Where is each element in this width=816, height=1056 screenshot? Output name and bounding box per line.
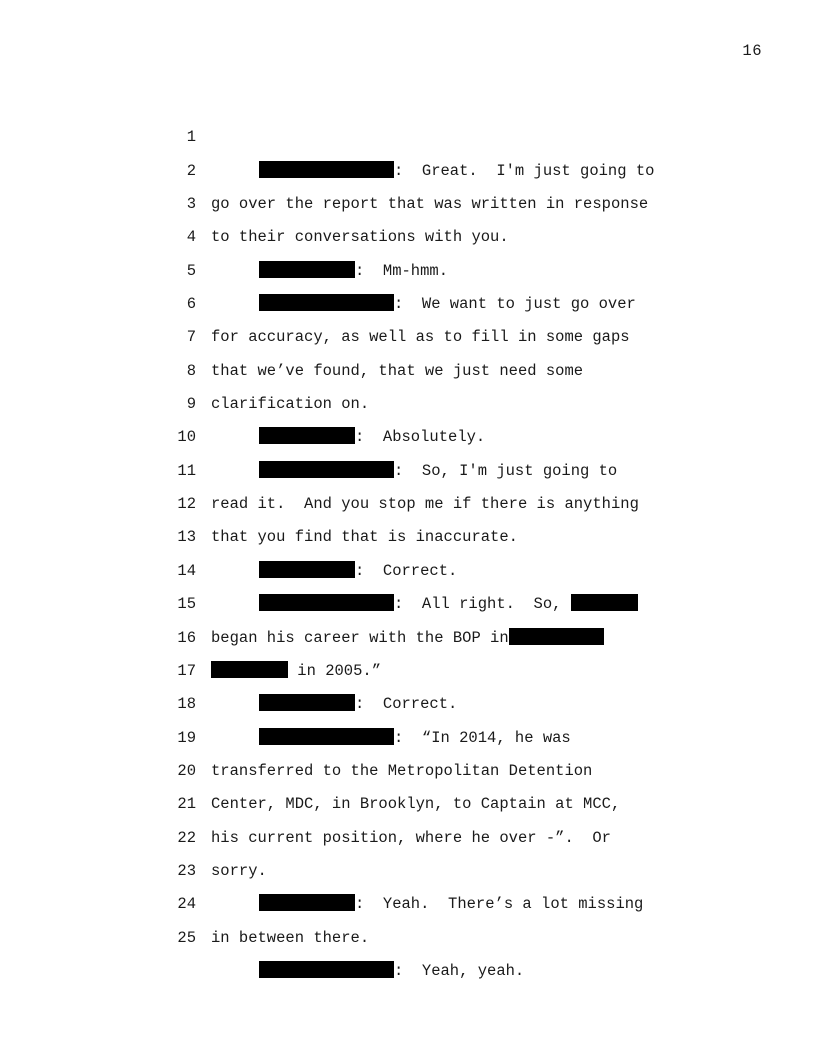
redacted-speaker [259, 961, 394, 978]
line-text: : Mm-hmm. [259, 255, 448, 288]
line-number: 4 [186, 228, 196, 247]
line-text: : We want to just go over [259, 288, 636, 321]
line-text: : Yeah, yeah. [259, 955, 524, 988]
line-text: : All right. So, [259, 588, 638, 621]
line-number: 24 [177, 895, 196, 914]
line-number: 19 [177, 728, 196, 747]
line-number: 18 [177, 695, 196, 714]
line-text: Center, MDC, in Brooklyn, to Captain at MCC, [211, 795, 621, 814]
line-number: 25 [177, 928, 196, 947]
line-text: that we’ve found, that we just need some [211, 361, 584, 380]
line-number: 14 [177, 561, 196, 580]
line-number: 15 [177, 595, 196, 614]
line-number: 13 [177, 528, 196, 547]
line-text: began his career with the BOP in [211, 622, 604, 655]
page-number: 16 [742, 42, 762, 60]
line-number: 20 [177, 761, 196, 780]
line-number: 11 [177, 461, 196, 480]
line-text: that you find that is inaccurate. [211, 528, 518, 547]
line-number: 21 [177, 795, 196, 814]
line-text: : “In 2014, he was [259, 722, 571, 755]
line-number: 7 [186, 328, 196, 347]
line-text: in 2005.” [211, 655, 381, 688]
line-text: his current position, where he over -”. Or [211, 828, 611, 847]
line-text: : Great. I'm just going to [259, 155, 654, 188]
line-number: 5 [186, 261, 196, 280]
line-number: 23 [177, 861, 196, 880]
line-text: : So, I'm just going to [259, 455, 617, 488]
line-number: 8 [186, 361, 196, 380]
line-number: 10 [177, 428, 196, 447]
line-text: sorry. [211, 861, 267, 880]
line-number: 16 [177, 628, 196, 647]
line-text: for accuracy, as well as to fill in some gaps [211, 328, 630, 347]
line-number: 12 [177, 495, 196, 514]
transcript-body [0, 88, 816, 980]
line-text: : Correct. [259, 555, 457, 588]
line-text: to their conversations with you. [211, 228, 509, 247]
line-number: 1 [186, 128, 196, 147]
line-number: 3 [186, 195, 196, 214]
line-number: 22 [177, 828, 196, 847]
transcript-line [0, 88, 816, 180]
line-number: 2 [186, 161, 196, 180]
line-text: : Absolutely. [259, 421, 485, 454]
line-text: : Yeah. There’s a lot missing [259, 888, 643, 921]
line-text: : Correct. [259, 688, 457, 721]
line-text: go over the report that was written in response [211, 195, 649, 214]
line-text: in between there. [211, 928, 370, 947]
line-text: transferred to the Metropolitan Detention [211, 761, 593, 780]
line-number: 9 [186, 395, 196, 414]
line-number: 6 [186, 295, 196, 314]
line-number: 17 [177, 661, 196, 680]
line-text: read it. And you stop me if there is anything [211, 495, 639, 514]
line-text: clarification on. [211, 395, 370, 414]
